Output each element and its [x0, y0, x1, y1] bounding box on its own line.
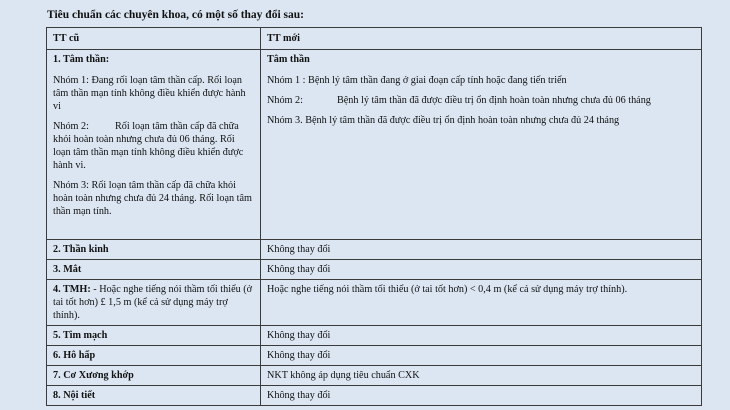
- cell-new: Không thay đổi: [261, 386, 702, 406]
- table-row: [47, 326, 702, 346]
- cell-old: 6. Hô hấp: [47, 346, 261, 366]
- header-old: TT cũ: [47, 28, 261, 50]
- cell-new: Không thay đổi: [261, 260, 702, 280]
- document-heading: Tiêu chuẩn các chuyên khoa, có một số thay đổi sau:: [47, 9, 304, 21]
- cell-new: Không thay đổi: [261, 326, 702, 346]
- cell-new: Hoặc nghe tiếng nói thầm tối thiểu (ở tai tốt hơn) < 0,4 m (kể cả sử dụng máy trợ thính).: [261, 280, 702, 326]
- table-row: [47, 260, 702, 280]
- new-group-2: Nhóm 2: Bệnh lý tâm thần đã được điều trị ổn định hoàn toàn nhưng chưa đủ 06 tháng: [267, 95, 651, 106]
- table-row-mental: [47, 50, 702, 240]
- cell-new-mental: [261, 50, 702, 240]
- new-group-1: Nhóm 1 : Bệnh lý tâm thần đang ở giai đoạn cấp tính hoặc đang tiến triển: [267, 75, 567, 86]
- cell-old: 8. Nội tiết: [47, 386, 261, 406]
- table-row: [47, 366, 702, 386]
- cell-new: Không thay đổi: [261, 240, 702, 260]
- new-group-3: Nhóm 3. Bệnh lý tâm thần đã được điều trị ổn định hoàn toàn nhưng chưa đủ 24 tháng: [267, 115, 620, 126]
- old-mental-title: 1. Tâm thần:: [53, 54, 110, 65]
- cell-old-mental: [47, 50, 261, 240]
- table-row: [47, 240, 702, 260]
- table-row: [47, 280, 702, 326]
- table-row: [47, 346, 702, 366]
- table-row: [47, 386, 702, 406]
- cell-old: 7. Cơ Xương khớp: [47, 366, 261, 386]
- standards-table: [46, 27, 702, 406]
- old-group-1: Nhóm 1: Đang rối loạn tâm thần cấp. Rối loạn tâm thần mạn tính không điều khiển được hành vi: [53, 75, 246, 112]
- cell-old: 2. Thần kinh: [47, 240, 261, 260]
- cell-new: NKT không áp dụng tiêu chuẩn CXK: [261, 366, 702, 386]
- cell-old: 3. Mắt: [47, 260, 261, 280]
- table-header-row: [47, 28, 702, 50]
- cell-old: 4. TMH: - Hoặc nghe tiếng nói thầm tối thiểu (ở tai tốt hơn) £ 1,5 m (kể cả sử dụng máy trợ thính).: [47, 280, 261, 326]
- new-mental-title: Tâm thần: [267, 54, 310, 65]
- cell-old: 5. Tim mạch: [47, 326, 261, 346]
- header-new: TT mới: [261, 28, 702, 50]
- old-group-2: Nhóm 2: Rối loạn tâm thần cấp đã chữa khỏi hoàn toàn nhưng chưa đủ 06 tháng. Rối loạn tâm thần mạn tính không điều khiển được hành vi.: [53, 121, 244, 171]
- cell-new: Không thay đổi: [261, 346, 702, 366]
- old-group-3: Nhóm 3: Rối loạn tâm thần cấp đã chữa khỏi hoàn toàn nhưng chưa đủ 24 tháng. Rối loạn tâm thần mạn tính.: [53, 180, 252, 217]
